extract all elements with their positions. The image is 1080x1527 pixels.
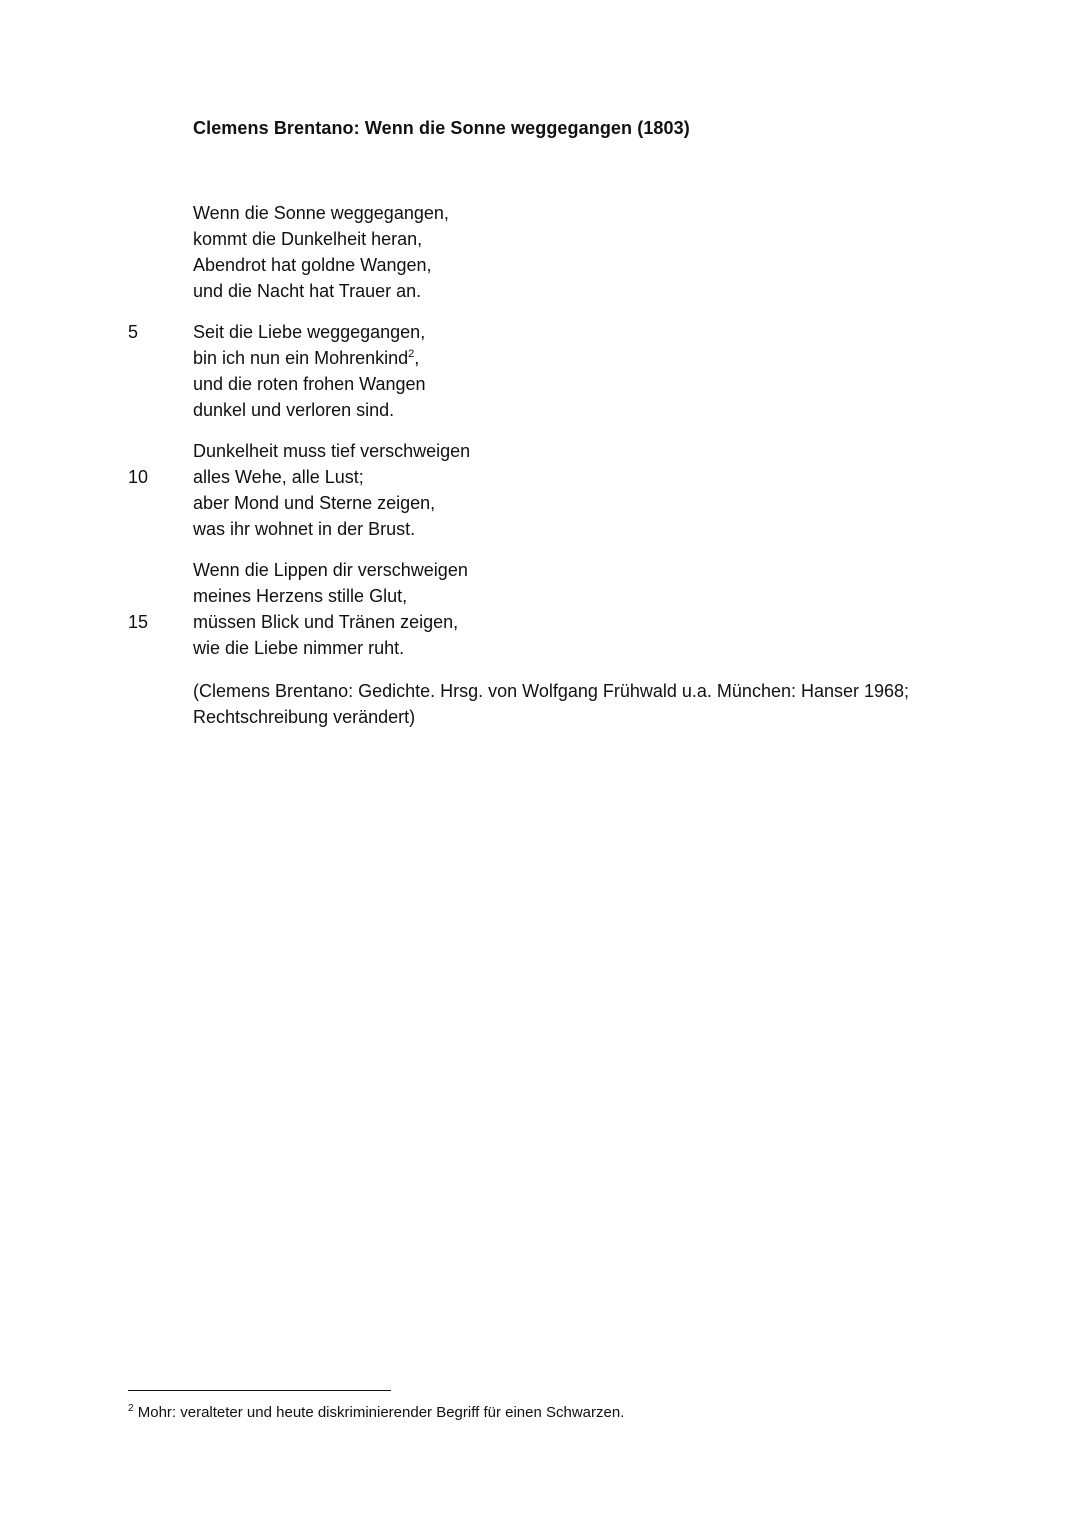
- poem-line: [128, 516, 978, 542]
- line-punctuation: ,: [414, 348, 420, 368]
- source-citation-line-1: (Clemens Brentano: Gedichte. Hrsg. von Wolfgang Frühwald u.a. München: Hanser 1968;: [193, 681, 910, 701]
- footnote-text: Mohr: veralteter und heute diskriminierender Begriff für einen Schwarzen.: [133, 1404, 625, 1421]
- line-text: und die Nacht hat Trauer an.: [193, 281, 422, 301]
- stanza-2: [128, 319, 978, 423]
- line-number: 10: [128, 467, 149, 487]
- page-title: Clemens Brentano: Wenn die Sonne weggegangen (1803): [193, 118, 690, 138]
- line-text: alles Wehe, alle Lust;: [193, 467, 364, 487]
- line-text: wie die Liebe nimmer ruht.: [193, 638, 405, 658]
- line-text: Wenn die Lippen dir verschweigen: [193, 560, 468, 580]
- poem-line: [128, 371, 978, 397]
- footnote-separator: [128, 1390, 391, 1391]
- poem-line: [128, 200, 978, 226]
- poem-line: [128, 397, 978, 423]
- poem-line: [128, 252, 978, 278]
- poem-line: [128, 635, 978, 661]
- footnote-reference[interactable]: 2: [408, 348, 415, 360]
- source-citation: [193, 678, 973, 730]
- line-text: aber Mond und Sterne zeigen,: [193, 493, 436, 513]
- line-text: dunkel und verloren sind.: [193, 400, 395, 420]
- footnote-marker: 2: [128, 1403, 134, 1414]
- poem-line: [128, 226, 978, 252]
- line-text: meines Herzens stille Glut,: [193, 586, 408, 606]
- poem-line: [128, 319, 978, 345]
- line-text: was ihr wohnet in der Brust.: [193, 519, 416, 539]
- line-text: Wenn die Sonne weggegangen,: [193, 203, 449, 223]
- line-number: 15: [128, 612, 149, 632]
- poem: [128, 200, 978, 676]
- poem-line: [128, 278, 978, 304]
- line-text-with-footnote: [193, 345, 419, 371]
- stanza-3: [128, 438, 978, 542]
- line-text: Seit die Liebe weggegangen,: [193, 322, 426, 342]
- poem-line: [128, 557, 978, 583]
- poem-line: [128, 345, 978, 371]
- line-text: müssen Blick und Tränen zeigen,: [193, 612, 459, 632]
- line-text: bin ich nun ein Mohrenkind: [193, 348, 409, 368]
- source-citation-line-2: Rechtschreibung verändert): [193, 707, 416, 727]
- poem-line: [128, 583, 978, 609]
- line-number: 5: [128, 322, 139, 342]
- poem-line: [128, 464, 978, 490]
- poem-line: [128, 438, 978, 464]
- line-text: kommt die Dunkelheit heran,: [193, 229, 423, 249]
- line-text: Abendrot hat goldne Wangen,: [193, 255, 432, 275]
- footnote: [128, 1403, 624, 1423]
- stanza-4: [128, 557, 978, 661]
- poem-line: [128, 490, 978, 516]
- line-text: Dunkelheit muss tief verschweigen: [193, 441, 471, 461]
- poem-line: [128, 609, 978, 635]
- line-text: und die roten frohen Wangen: [193, 374, 426, 394]
- stanza-1: [128, 200, 978, 304]
